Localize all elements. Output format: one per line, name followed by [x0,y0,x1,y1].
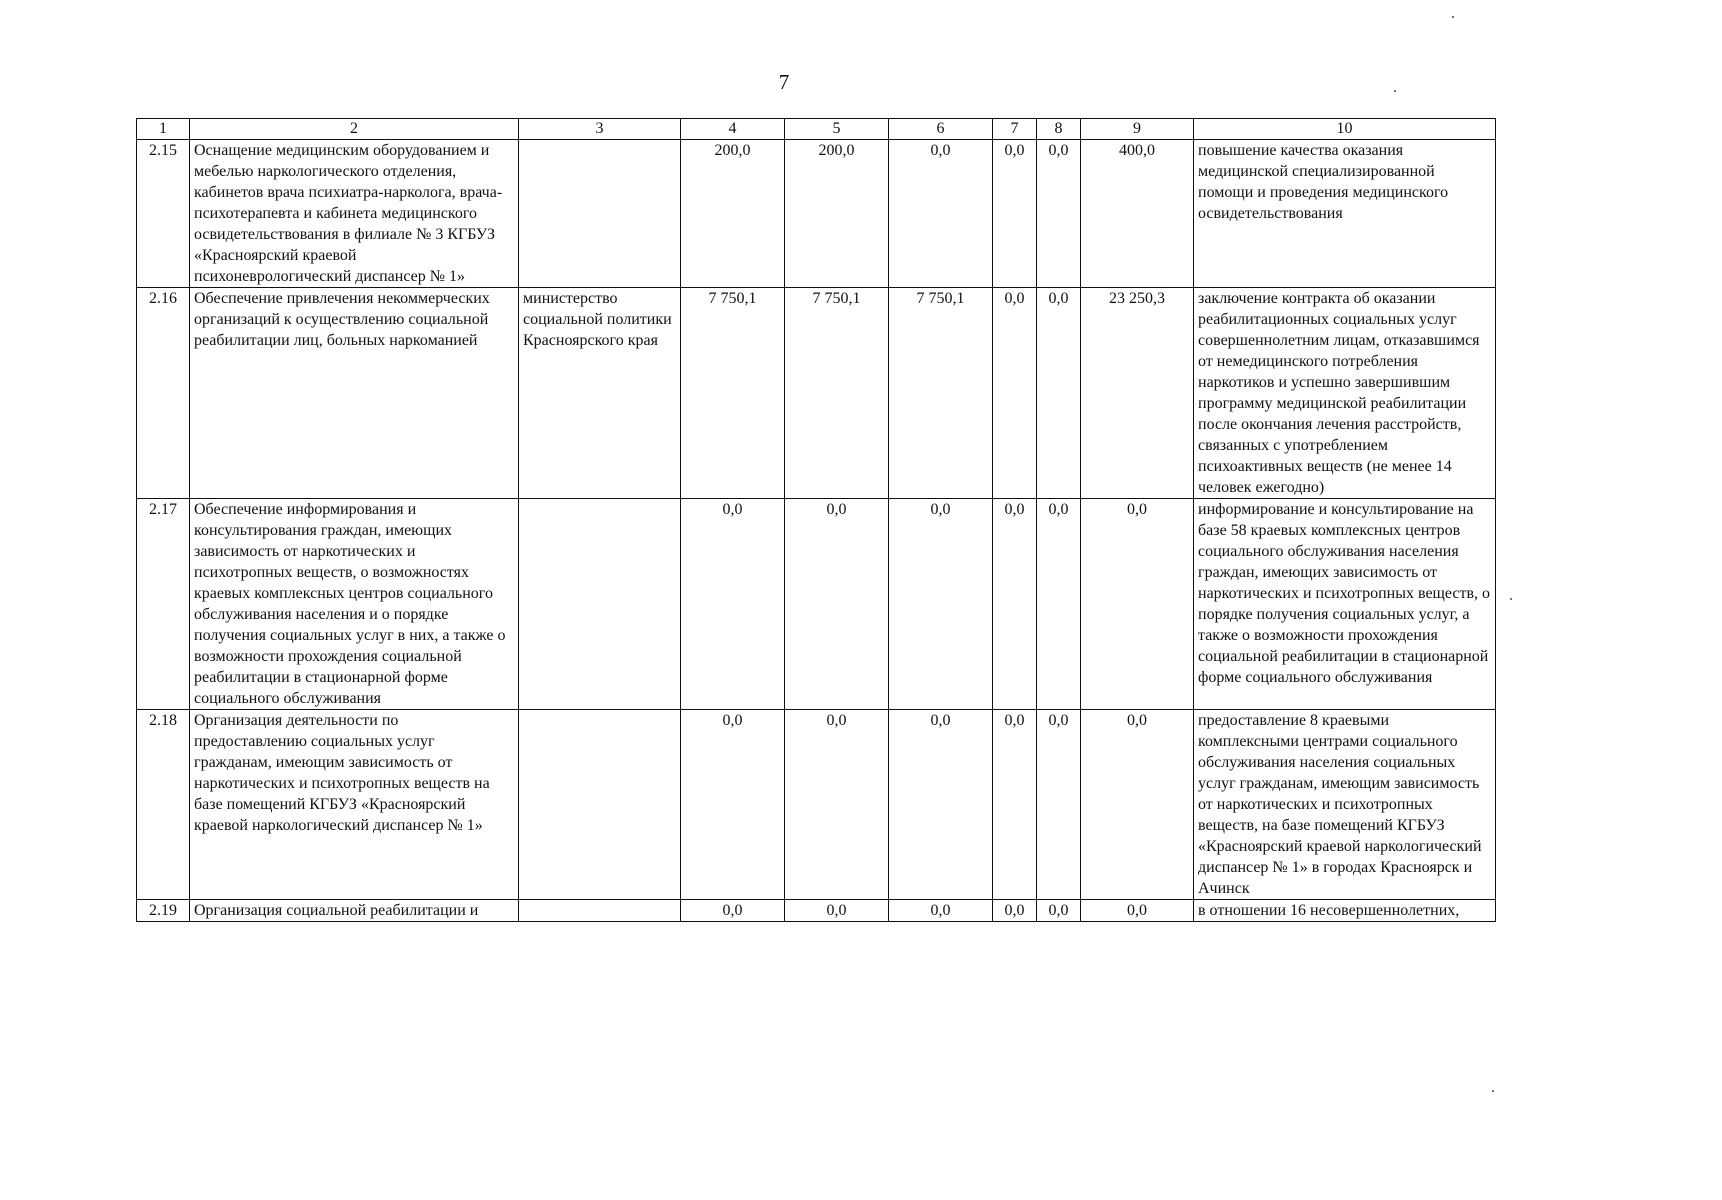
program-table [136,118,1496,922]
cell-col-5: 0,0 [785,900,889,922]
column-header: 9 [1081,119,1194,140]
cell-col-7: 0,0 [993,900,1037,922]
table-row [137,900,1496,922]
cell-col-6: 0,0 [889,900,993,922]
activity-name: Оснащение медицинским оборудованием и мебелью наркологического отделения, кабинетов врача психиатра-нарколога, врача-психотерапевта и кабинета медицинского освидетельствования в филиале № 3 КГБУЗ «Красноярский краевой психоневрологический диспансер № 1» [190,140,519,288]
activity-name: Организация социальной реабилитации и [190,900,519,922]
cell-col-9: 23 250,3 [1081,288,1194,499]
expected-result: в отношении 16 несовершеннолетних, [1194,900,1496,922]
table-row [137,499,1496,710]
column-header: 1 [137,119,190,140]
executor [519,140,681,288]
row-number: 2.15 [137,140,190,288]
cell-col-6: 0,0 [889,710,993,900]
executor: министерство социальной политики Красноярского края [519,288,681,499]
cell-col-7: 0,0 [993,140,1037,288]
expected-result: заключение контракта об оказании реабилитационных социальных услуг совершеннолетним лицам, отказавшимся от немедицинского потребления наркотиков и успешно завершившим программу медицинской реабилитации после окончания лечения расстройств, связанных с употреблением психоактивных веществ (не менее 14 человек ежегодно) [1194,288,1496,499]
row-number: 2.17 [137,499,190,710]
page-number: 7 [778,70,790,94]
scan-speck [1510,598,1512,600]
cell-col-6: 0,0 [889,140,993,288]
scan-speck [1452,16,1454,18]
cell-col-8: 0,0 [1037,140,1081,288]
activity-name: Обеспечение информирования и консультирования граждан, имеющих зависимость от наркотических и психотропных веществ, о возможностях краевых комплексных центров социального обслуживания населения и о порядке получения социальных услуг в них, а также о возможности прохождения социальной реабилитации в стационарной форме социального обслуживания [190,499,519,710]
executor [519,710,681,900]
cell-col-4: 0,0 [681,900,785,922]
cell-col-5: 0,0 [785,710,889,900]
cell-col-6: 0,0 [889,499,993,710]
scan-speck [1492,1090,1494,1092]
column-header: 3 [519,119,681,140]
table-row [137,140,1496,288]
executor [519,900,681,922]
cell-col-9: 0,0 [1081,710,1194,900]
table-row [137,288,1496,499]
activity-name: Организация деятельности по предоставлению социальных услуг гражданам, имеющим зависимость от наркотических и психотропных веществ на базе помещений КГБУЗ «Красноярский краевой наркологический диспансер № 1» [190,710,519,900]
table-row [137,710,1496,900]
cell-col-7: 0,0 [993,499,1037,710]
cell-col-9: 400,0 [1081,140,1194,288]
column-header: 7 [993,119,1037,140]
cell-col-8: 0,0 [1037,499,1081,710]
column-header: 6 [889,119,993,140]
cell-col-7: 0,0 [993,710,1037,900]
cell-col-8: 0,0 [1037,288,1081,499]
column-header: 4 [681,119,785,140]
column-header: 10 [1194,119,1496,140]
row-number: 2.16 [137,288,190,499]
column-header: 8 [1037,119,1081,140]
expected-result: предоставление 8 краевыми комплексными центрами социального обслуживания населения социальных услуг гражданам, имеющим зависимость от наркотических и психотропных веществ, на базе помещений КГБУЗ «Красноярский краевой наркологический диспансер № 1» в городах Красноярск и Ачинск [1194,710,1496,900]
expected-result: повышение качества оказания медицинской специализированной помощи и проведения медицинского освидетельствования [1194,140,1496,288]
cell-col-6: 7 750,1 [889,288,993,499]
column-header: 5 [785,119,889,140]
cell-col-4: 7 750,1 [681,288,785,499]
cell-col-5: 7 750,1 [785,288,889,499]
executor [519,499,681,710]
cell-col-4: 0,0 [681,499,785,710]
cell-col-5: 0,0 [785,499,889,710]
row-number: 2.18 [137,710,190,900]
cell-col-4: 200,0 [681,140,785,288]
activity-name: Обеспечение привлечения некоммерческих организаций к осуществлению социальной реабилитации лиц, больных наркоманией [190,288,519,499]
cell-col-8: 0,0 [1037,710,1081,900]
cell-col-8: 0,0 [1037,900,1081,922]
column-header: 2 [190,119,519,140]
cell-col-9: 0,0 [1081,499,1194,710]
header-row [137,119,1496,140]
expected-result: информирование и консультирование на базе 58 краевых комплексных центров социального обслуживания населения граждан, имеющих зависимость от наркотических и психотропных веществ, о порядке получения социальных услуг, а также о возможности прохождения социальной реабилитации в стационарной форме социального обслуживания [1194,499,1496,710]
cell-col-7: 0,0 [993,288,1037,499]
cell-col-5: 200,0 [785,140,889,288]
row-number: 2.19 [137,900,190,922]
cell-col-9: 0,0 [1081,900,1194,922]
cell-col-4: 0,0 [681,710,785,900]
scan-speck [1394,90,1396,92]
